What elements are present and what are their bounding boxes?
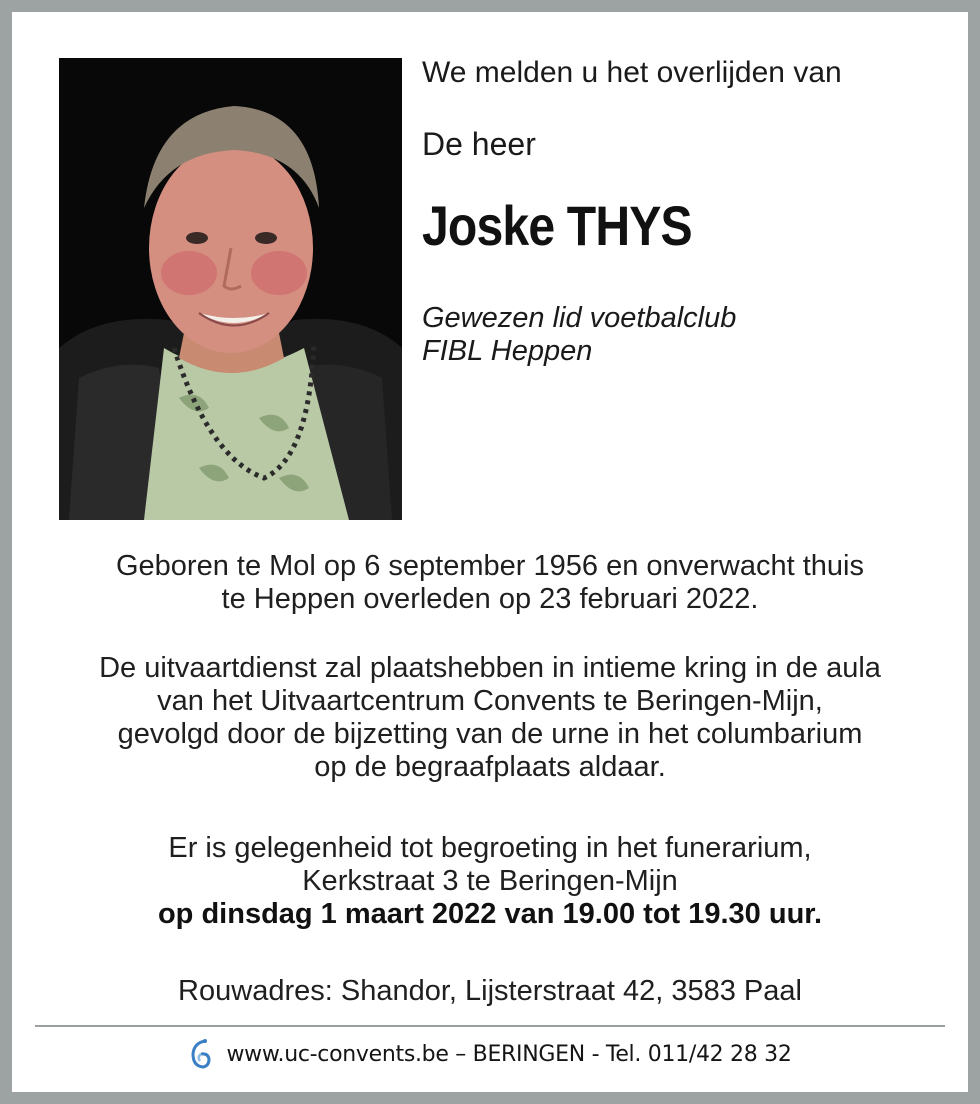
mourning-address: Rouwadres: Shandor, Lijsterstraat 42, 3583 Paal <box>178 975 802 1007</box>
text-line: Kerkstraat 3 te Beringen-Mijn <box>302 865 678 897</box>
role-line: FIBL Heppen <box>422 335 593 367</box>
visitation-paragraph <box>12 832 968 931</box>
birth-death-paragraph <box>12 550 968 616</box>
obituary-card <box>12 12 968 1092</box>
portrait-photo <box>59 58 402 520</box>
text-line: De uitvaartdienst zal plaatshebben in intieme kring in de aula <box>99 652 881 684</box>
text-line: Geboren te Mol op 6 september 1956 en onverwacht thuis <box>115 550 864 582</box>
roles <box>422 302 736 368</box>
text-line: op de begraafplaats aldaar. <box>314 751 666 783</box>
role-line: Gewezen lid voetbalclub <box>422 302 737 334</box>
text-line: gevolgd door de bijzetting van de urne in het columbarium <box>117 718 863 750</box>
text-line: van het Uitvaartcentrum Convents te Beringen-Mijn, <box>157 685 823 717</box>
service-paragraph <box>12 652 968 784</box>
text-line: te Heppen overleden op 23 februari 2022. <box>221 583 759 615</box>
intro-text: We melden u het overlijden van <box>422 56 842 89</box>
honorific: De heer <box>422 126 536 162</box>
text-line: Er is gelegenheid tot begroeting in het funerarium, <box>168 832 812 864</box>
divider <box>35 1025 945 1027</box>
footer-contact: www.uc-convents.be – BERINGEN - Tel. 011/42 28 32 <box>226 1041 792 1067</box>
funeral-home-logo-icon <box>188 1037 212 1071</box>
visitation-datetime: op dinsdag 1 maart 2022 van 19.00 tot 19.30 uur. <box>157 898 823 930</box>
footer <box>12 1034 968 1074</box>
deceased-name: Joske THYS <box>422 194 692 257</box>
